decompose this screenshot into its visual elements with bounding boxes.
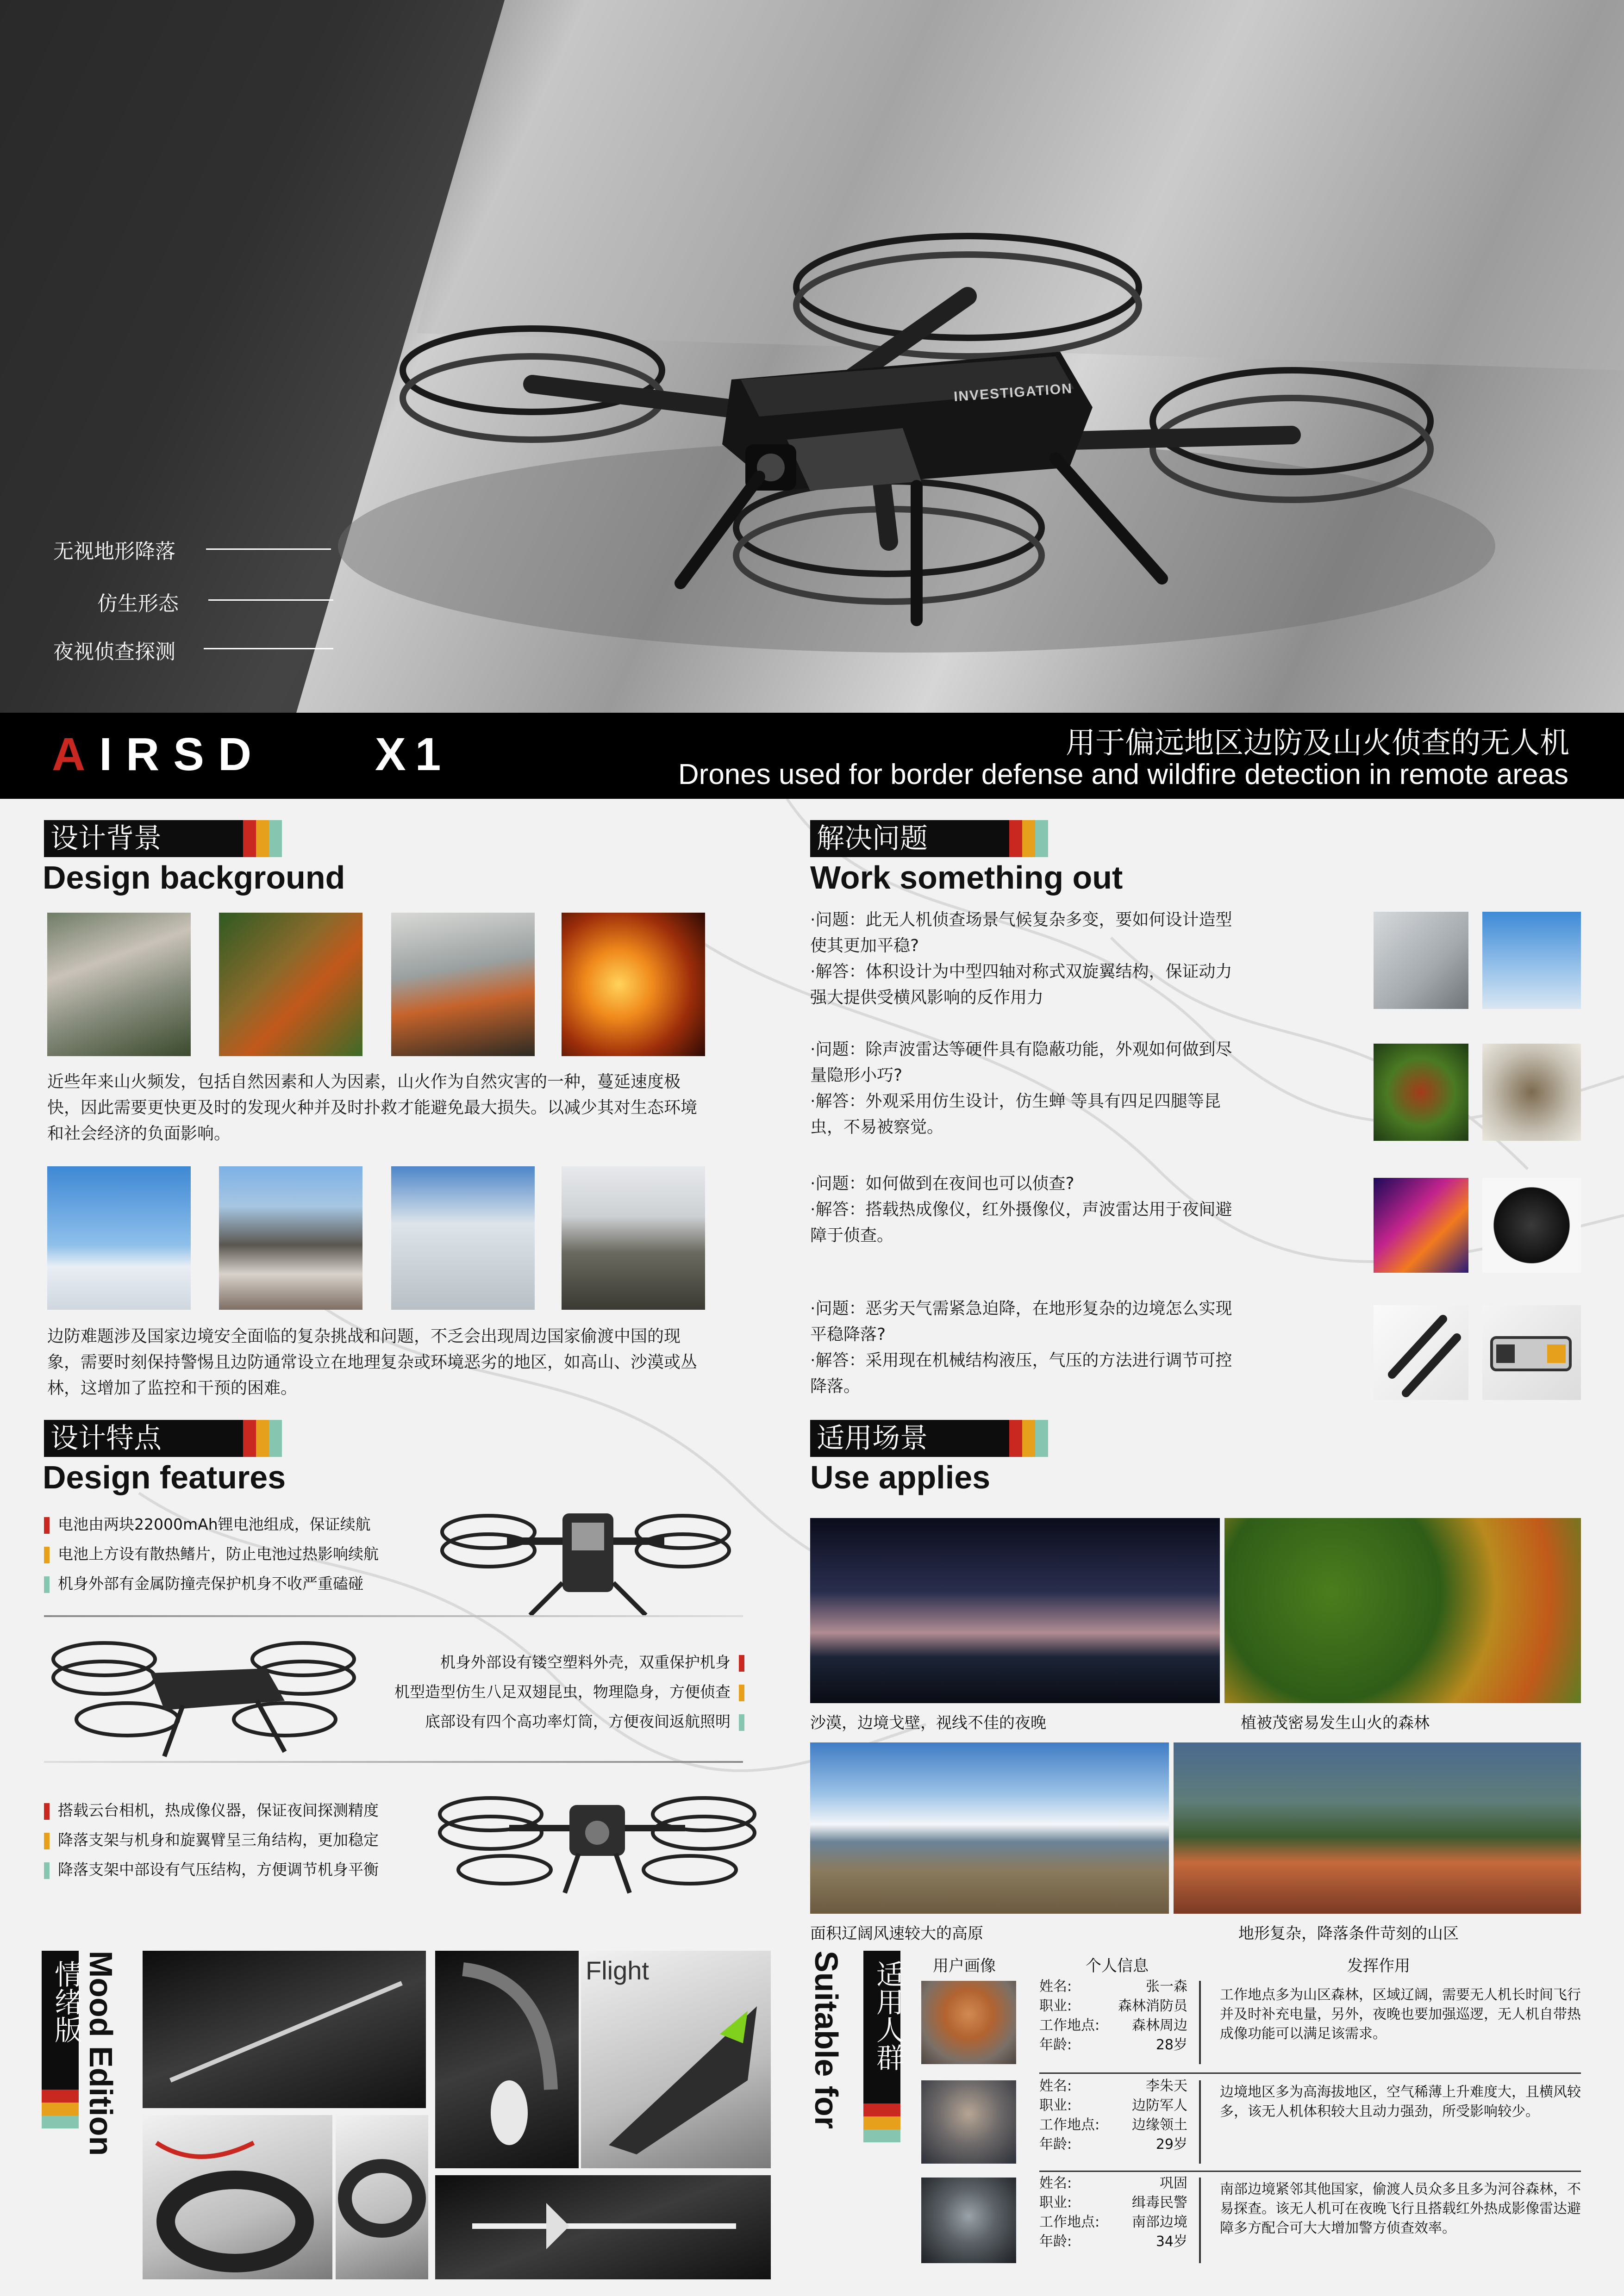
gimbal-camera-photo	[1482, 1178, 1581, 1273]
user-portrait-1	[921, 1981, 1016, 2064]
user-name: 巩固	[1160, 2175, 1187, 2191]
divider-line-1	[44, 1615, 743, 1617]
row-divider-2	[1039, 2171, 1581, 2172]
header-info: 个人信息	[1086, 1957, 1149, 1975]
design-background-tag	[44, 820, 243, 857]
thermal-image-photo	[1374, 1178, 1468, 1273]
user-age: 34岁	[1156, 2234, 1187, 2250]
mood-image-6	[435, 2175, 771, 2279]
model-name: X1	[375, 728, 450, 780]
qa-item-4	[810, 1296, 1236, 1400]
user-divider-2	[1199, 2080, 1201, 2164]
border-photo-1	[47, 1166, 191, 1310]
user-name: 张一森	[1146, 1979, 1187, 1995]
header-portrait: 用户画像	[933, 1957, 996, 1975]
reference-drone-photo-2	[1482, 912, 1581, 1009]
suitable-tag-text: 适用人群	[872, 1960, 904, 2071]
tag-stripes	[863, 2103, 900, 2142]
qa-question: ·问题：此无人机侦查场景气候复杂多变，要如何设计造型使其更加平稳?	[810, 910, 1232, 955]
border-photo-3	[391, 1166, 535, 1310]
mood-image-1	[143, 1951, 426, 2108]
feature-item: 搭载云台相机，热成像仪器，保证夜间探测精度	[44, 1796, 379, 1825]
scene-caption-1: 沙漠，边境戈壁，视线不佳的夜晚	[810, 1714, 1046, 1732]
wildfire-photo-1	[47, 913, 191, 1056]
qa-answer: ·解答：体积设计为中型四轴对称式双旋翼结构，保证动力强大提供受横风影响的反作用力	[810, 962, 1232, 1007]
design-background-title: Design background	[43, 859, 345, 896]
scene-forest	[1224, 1518, 1581, 1703]
user-place: 南部边境	[1132, 2214, 1187, 2230]
wildfire-photo-2	[219, 913, 362, 1056]
qa-answer: ·解答：搭载热成像仪，红外摄像仪，声波雷达用于夜间避障于侦查。	[810, 1200, 1232, 1245]
strut-drawing	[1374, 1305, 1468, 1400]
user-info-2: 姓名: 李朱天 职业: 边防军人 工作地点: 边缘领土 年龄: 29岁	[1039, 2077, 1187, 2154]
bionic-insect-photo-1	[1374, 1044, 1468, 1141]
feature-item: 降落支架与机身和旋翼臂呈三角结构，更加稳定	[44, 1825, 379, 1855]
feature-group-1	[44, 1510, 379, 1599]
mood-title: Mood Edition	[83, 1951, 119, 2156]
suitable-tag	[863, 1951, 904, 2103]
scene-desert-night	[810, 1518, 1220, 1703]
scene-caption-3: 面积辽阔风速较大的高原	[810, 1924, 983, 1943]
user-job: 缉毒民警	[1132, 2195, 1187, 2211]
qa-answer: ·解答：采用现在机械结构液压，气压的方法进行调节可控降落。	[810, 1351, 1232, 1396]
qa-item-3	[810, 1171, 1236, 1249]
hero-feature-1: 无视地形降落	[53, 540, 175, 563]
user-info-3: 姓名: 巩固 职业: 缉毒民警 工作地点: 南部边境 年龄: 34岁	[1039, 2174, 1187, 2252]
feature-group-2	[394, 1648, 744, 1736]
wildfire-photo-4	[562, 913, 705, 1056]
scene-mountain-cliff	[1174, 1742, 1581, 1914]
drone-render-side	[44, 1631, 359, 1761]
drone-render-top	[435, 1777, 759, 1898]
hero-feature-2: 仿生形态	[97, 592, 179, 616]
mood-image-4	[143, 2115, 332, 2279]
user-job: 森林消防员	[1118, 1998, 1187, 2014]
hero-render	[0, 0, 1624, 713]
bionic-insect-photo-2	[1482, 1044, 1581, 1141]
header-role: 发挥作用	[1347, 1957, 1410, 1975]
user-role-3: 南部边境紧邻其他国家，偷渡人员众多且多为河谷森林，不易探查。该无人机可在夜晚飞行且搭载红外热成影像雷达避障多方配合可大大增加警方侦查效率。	[1220, 2181, 1581, 2236]
hero-section	[0, 0, 1624, 713]
user-place: 森林周边	[1132, 2017, 1187, 2034]
user-portrait-3	[921, 2178, 1016, 2263]
reference-drone-photo-1	[1374, 912, 1468, 1009]
user-name: 李朱天	[1146, 2078, 1187, 2094]
design-background-para-1: 近些年来山火频发，包括自然因素和人为因素，山火作为自然灾害的一种，蔓延速度极快，因此需要更快更及时的发现火种并及时扑救才能避免最大损失。以减少其对生态环境和社会经济的负面影响。	[47, 1072, 698, 1143]
user-divider-1	[1199, 1981, 1201, 2064]
user-job: 边防军人	[1132, 2097, 1187, 2114]
brand-name: IRSD	[99, 728, 266, 780]
work-out-title: Work something out	[810, 859, 1123, 896]
user-age: 29岁	[1156, 2136, 1187, 2153]
user-role-1: 工作地点多为山区森林，区域辽阔，需要无人机长时间飞行并及时补充电量，另外，夜晚也要加强巡逻，无人机自带热成像功能可以满足该需求。	[1220, 1987, 1581, 2042]
mood-image-3	[581, 1951, 771, 2168]
design-background-para-2: 边防难题涉及国家边境安全面临的复杂挑战和问题，不乏会出现周边国家偷渡中国的现象，需要时刻保持警惕且边防通常设立在地理复杂或环境恶劣的地区，如高山、沙漠或丛林，这增加了监控和干预的困难。	[47, 1327, 698, 1398]
user-portrait-2	[921, 2080, 1016, 2164]
border-photo-4	[562, 1166, 705, 1310]
feature-group-3	[44, 1796, 379, 1885]
tag-stripes	[42, 2090, 79, 2128]
title-cn: 用于偏远地区边防及山火侦查的无人机	[1066, 726, 1569, 760]
qa-answer: ·解答：外观采用仿生设计，仿生蝉 等具有四足四腿等昆虫，不易被察觉。	[810, 1092, 1221, 1137]
wildfire-photo-3	[391, 913, 535, 1056]
hero-feature-line-1	[206, 548, 331, 550]
feature-item: 机身外部有金属防撞壳保护机身不收严重磕碰	[44, 1569, 379, 1599]
user-age: 28岁	[1156, 2037, 1187, 2053]
brand-accent-letter: A	[52, 728, 100, 780]
feature-item: 电池上方设有散热鳍片，防止电池过热影响续航	[44, 1539, 379, 1569]
mood-tag-text: 情绪版	[50, 1960, 82, 2043]
design-features-tag	[44, 1420, 243, 1457]
tag-stripes	[1009, 820, 1048, 857]
use-applies-tag-text: 适用场景	[817, 1422, 928, 1455]
qa-question: ·问题：除声波雷达等硬件具有隐蔽功能，外观如何做到尽量隐形小巧?	[810, 1040, 1232, 1085]
pneumatic-cylinder-photo	[1482, 1305, 1581, 1400]
feature-item: 机身外部设有镂空塑料外壳，双重保护机身	[394, 1648, 744, 1677]
hero-feature-line-3	[204, 648, 333, 649]
mood-tag	[42, 1951, 82, 2090]
user-role-2: 边境地区多为高海拔地区，空气稀薄上升难度大，且横风较多，该无人机体积较大且动力强劲，所受影响较少。	[1220, 2084, 1581, 2120]
hero-feature-line-2	[208, 599, 333, 601]
suitable-title: Suitable for	[808, 1951, 844, 2129]
qa-question: ·问题：恶劣天气需紧急迫降，在地形复杂的边境怎么实现平稳降落?	[810, 1299, 1232, 1344]
scene-plateau	[810, 1742, 1169, 1914]
work-out-tag	[810, 820, 1009, 857]
design-features-title: Design features	[43, 1459, 286, 1495]
cylinder-drawing	[1482, 1305, 1581, 1400]
brand-logo	[52, 728, 266, 780]
use-applies-title: Use applies	[810, 1459, 991, 1495]
mood-image-2	[435, 1951, 579, 2168]
hero-feature-3: 夜视侦查探测	[53, 640, 175, 664]
mood-image-5	[336, 2115, 428, 2279]
feature-item: 机型造型仿生八足双翅昆虫，物理隐身，方便侦查	[394, 1677, 744, 1707]
tag-stripes	[1009, 1420, 1048, 1457]
user-info-1: 姓名: 张一森 职业: 森林消防员 工作地点: 森林周边 年龄: 28岁	[1039, 1977, 1187, 2055]
use-applies-tag	[810, 1420, 1009, 1457]
user-place: 边缘领土	[1132, 2117, 1187, 2133]
mood-flight-text: Flight	[586, 1956, 649, 1985]
feature-item: 底部设有四个高功率灯筒，方便夜间返航照明	[394, 1707, 744, 1736]
qa-item-2	[810, 1037, 1236, 1140]
qa-question: ·问题：如何做到在夜间也可以侦查?	[810, 1174, 1074, 1193]
user-divider-3	[1199, 2178, 1201, 2263]
scene-caption-4: 地形复杂，降落条件苛刻的山区	[1238, 1924, 1459, 1943]
drone-label: INVESTIGATION	[953, 381, 1073, 404]
title-banner	[0, 713, 1624, 799]
hydraulic-strut-photo	[1374, 1305, 1468, 1400]
tag-stripes	[243, 1420, 282, 1457]
row-divider-1	[1039, 2072, 1581, 2074]
border-photo-2	[219, 1166, 362, 1310]
tag-stripes	[243, 820, 282, 857]
divider-line-2	[44, 1761, 743, 1763]
feature-item: 降落支架中部设有气压结构，方便调节机身平衡	[44, 1855, 379, 1885]
work-out-tag-text: 解决问题	[817, 822, 928, 855]
feature-item: 电池由两块22000mAh锂电池组成，保证续航	[44, 1510, 379, 1539]
design-features-tag-text: 设计特点	[50, 1422, 162, 1455]
design-background-tag-text: 设计背景	[50, 822, 162, 855]
title-en: Drones used for border defense and wildfire detection in remote areas	[678, 759, 1568, 790]
drone-render-front	[437, 1490, 734, 1620]
qa-item-1	[810, 907, 1236, 1011]
scene-caption-2: 植被茂密易发生山火的森林	[1241, 1714, 1430, 1732]
